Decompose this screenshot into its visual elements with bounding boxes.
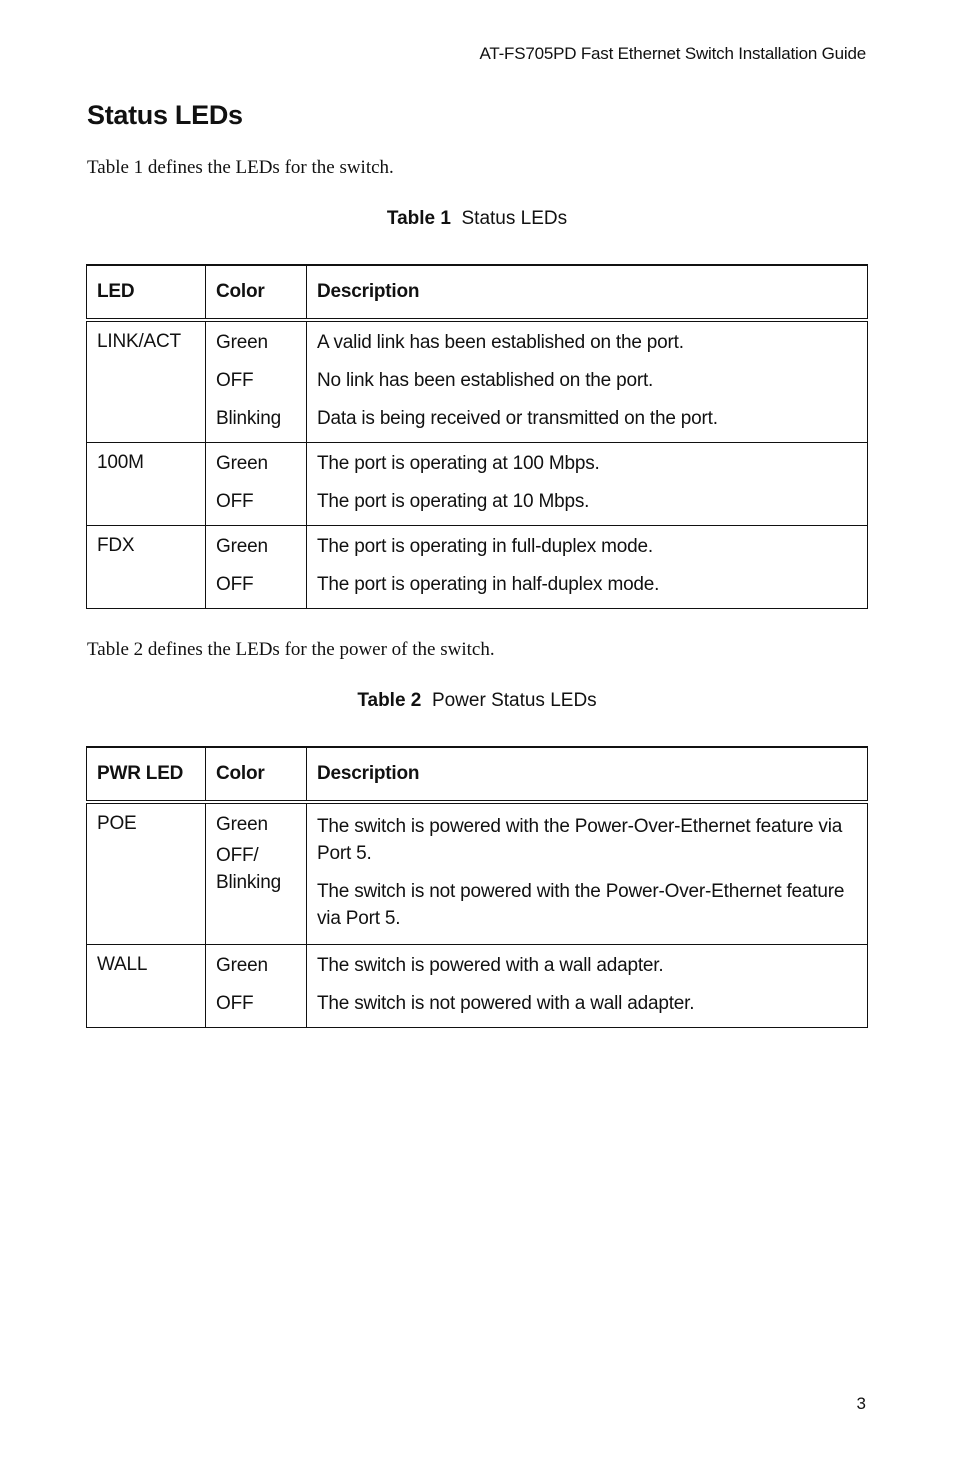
table2-caption-title: Power Status LEDs: [431, 690, 597, 711]
color-value: Green: [216, 955, 268, 976]
color-value: OFF: [216, 370, 254, 391]
table-row: [87, 320, 868, 443]
table-row: [87, 945, 868, 1028]
color-value: Green: [216, 332, 268, 353]
table-row: [87, 443, 868, 526]
description-cell: [307, 802, 868, 945]
description-cell: [307, 443, 868, 526]
table2-power-status-leds: [86, 746, 868, 1028]
led-name: FDX: [87, 526, 206, 609]
table-row: [87, 802, 868, 945]
led-name: LINK/ACT: [87, 320, 206, 443]
description-text: The port is operating at 100 Mbps.: [317, 453, 600, 474]
color-value: OFF/ Blinking: [216, 845, 281, 893]
led-name: 100M: [87, 443, 206, 526]
color-value: Blinking: [216, 408, 281, 429]
description-text: The port is operating in full-duplex mode.: [317, 536, 653, 557]
column-header-color: Color: [206, 747, 307, 802]
color-value: OFF: [216, 574, 254, 595]
description-text: A valid link has been established on the port.: [317, 332, 684, 353]
column-header-pwr-led: PWR LED: [87, 747, 206, 802]
column-header-description: Description: [307, 747, 868, 802]
column-header-description: Description: [307, 265, 868, 320]
intro-table1: Table 1 defines the LEDs for the switch.: [87, 157, 394, 178]
table1-caption: [87, 208, 867, 230]
description-cell: [307, 945, 868, 1028]
description-text: The port is operating at 10 Mbps.: [317, 491, 590, 512]
table-header-row: [87, 265, 868, 320]
description-text: The switch is powered with the Power-Over-Ethernet feature via Port 5.: [317, 816, 843, 864]
description-text: The switch is not powered with a wall adapter.: [317, 993, 695, 1014]
description-cell: [307, 320, 868, 443]
section-title: Status LEDs: [87, 100, 243, 130]
color-cell: [206, 802, 307, 945]
color-cell: [206, 320, 307, 443]
description-text: The switch is not powered with the Power-Over-Ethernet feature via Port 5.: [317, 881, 845, 929]
description-text: The port is operating in half-duplex mode.: [317, 574, 660, 595]
color-value: Green: [216, 536, 268, 557]
description-text: Data is being received or transmitted on the port.: [317, 408, 718, 429]
column-header-color: Color: [206, 265, 307, 320]
description-text: No link has been established on the port.: [317, 370, 654, 391]
table-row: [87, 526, 868, 609]
table1-caption-title: Status LEDs: [461, 208, 568, 229]
table-header-row: [87, 747, 868, 802]
table1-caption-label: Table 1: [386, 208, 451, 229]
running-header: AT-FS705PD Fast Ethernet Switch Installation Guide: [479, 44, 866, 63]
color-value: OFF: [216, 491, 254, 512]
table2-caption: [87, 690, 867, 712]
table2-caption-label: Table 2: [357, 690, 422, 711]
column-header-led: LED: [87, 265, 206, 320]
led-name: WALL: [87, 945, 206, 1028]
description-cell: [307, 526, 868, 609]
intro-table2: Table 2 defines the LEDs for the power of the switch.: [87, 639, 495, 660]
table1-status-leds: [86, 264, 868, 609]
color-cell: [206, 443, 307, 526]
page-number: 3: [856, 1394, 866, 1413]
description-text: The switch is powered with a wall adapter.: [317, 955, 664, 976]
color-value: OFF: [216, 993, 254, 1014]
led-name: POE: [87, 802, 206, 945]
color-cell: [206, 526, 307, 609]
color-value: Green: [216, 453, 268, 474]
color-value: Green: [216, 814, 268, 835]
color-cell: [206, 945, 307, 1028]
